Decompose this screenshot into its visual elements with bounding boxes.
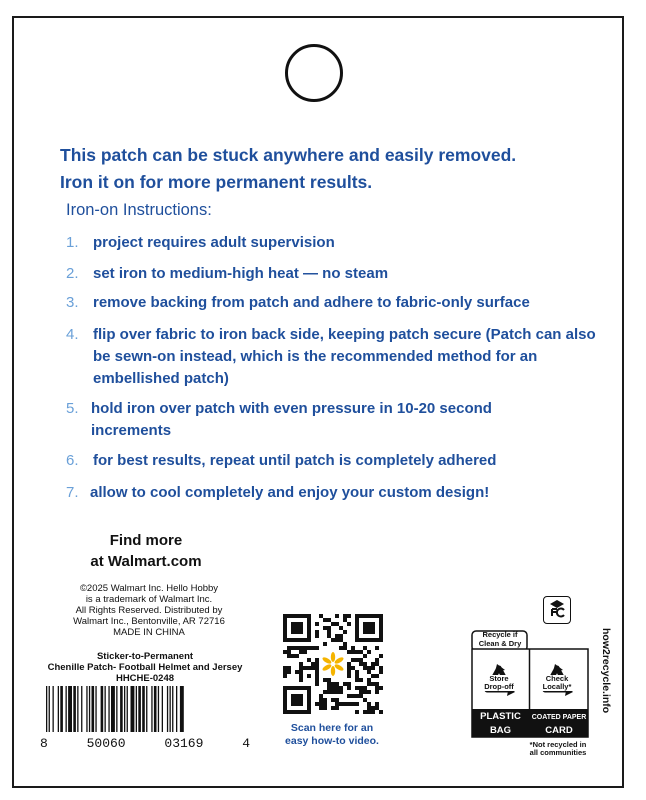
barcode-bar [68,686,72,732]
barcode-bar [176,686,177,732]
barcode-bar [95,686,96,732]
step-text: project requires adult supervision [93,234,335,251]
barcode-bar [46,686,47,732]
upc-barcode [46,686,242,732]
barcode-digit-group: 03169 [164,736,204,751]
step-text: flip over fabric to iron back side, keeping patch secure (Patch can also be sewn-on instead, which is the recommended method for an embellished patch) [93,326,596,387]
barcode-bar [108,686,109,732]
barcode-bar [105,686,106,732]
find-more-line-1: Find more [109,532,183,549]
step-number: 5. [66,400,79,417]
step-number: 7. [66,484,79,501]
card-label: CARD [545,725,573,736]
product-info [40,651,250,684]
step-number: 2. [66,265,79,282]
barcode-bar [142,686,145,732]
fsc-logo-icon [543,596,571,624]
plastic-label: PLASTIC [480,711,521,722]
barcode-bar [101,686,104,732]
recycle-header: Recycle if Clean & Dry [478,630,522,648]
barcode-digit-group: 8 [40,736,48,751]
step-number: 6. [66,452,79,469]
barcode-bar [180,686,184,732]
barcode-bar [116,686,117,732]
intro-line-1: This patch can be stuck anywhere and easily removed. [60,145,517,165]
barcode-bar [89,686,90,732]
step-text: for best results, repeat until patch is completely adhered [93,452,497,469]
barcode-bar [120,686,123,732]
barcode-digit-group: 50060 [86,736,126,751]
barcode-bar [49,686,50,732]
step-number: 3. [66,294,79,311]
barcode-bar [73,686,76,732]
step-text: remove backing from patch and adhere to fabric-only surface [93,294,530,311]
coated-paper-label: COATED PAPER [531,714,587,721]
barcode-bar [77,686,78,732]
step-number: 4. [66,326,79,343]
step-text: allow to cool completely and enjoy your custom design! [90,484,490,501]
barcode-bar [162,686,163,732]
qr-caption-line-1: Scan here for an [290,722,374,734]
legal-text [44,583,254,638]
bag-label: BAG [489,725,512,736]
barcode-bar [131,686,135,732]
instructions-title: Iron-on Instructions: [66,201,212,219]
intro-text [60,142,600,196]
barcode-digit-group: 4 [242,736,250,751]
check-locally-label: Check Locally* [540,675,574,691]
legal-line-2: is a trademark of Walmart Inc. [85,594,213,605]
barcode-bar [92,686,95,732]
how2recycle-side-text [594,628,612,748]
barcode-bar [127,686,128,732]
barcode-bar [136,686,137,732]
barcode-bar [124,686,125,732]
step-number: 1. [66,234,79,251]
barcode-bar [86,686,87,732]
find-more-text [76,530,216,572]
product-line-2: Chenille Patch- Football Helmet and Jersey [47,662,243,673]
intro-line-2: Iron it on for more permanent results. [60,172,373,192]
barcode-bar [60,686,63,732]
barcode-bar [170,686,171,732]
qr-code [283,614,383,714]
barcode-bar [151,686,152,732]
product-line-1: Sticker-to-Permanent [96,651,194,662]
qr-caption-line-2: easy how-to video. [285,735,379,747]
svg-text:how2recycle.info: how2recycle.info [600,628,612,714]
barcode-bar [111,686,115,732]
walmart-spark-icon [331,652,335,662]
barcode-bar [146,686,147,732]
store-drop-off-label: Store Drop-off [482,675,516,691]
barcode-bar [172,686,173,732]
product-code: HHCHE-0248 [115,673,175,684]
barcode-bar [167,686,168,732]
barcode-bar [138,686,141,732]
step-text: hold iron over patch with even pressure in 10-20 second increments [91,400,492,439]
barcode-bar [53,686,54,732]
hang-hole [285,44,343,102]
qr-caption [270,722,394,748]
barcode-digits [40,736,250,751]
find-more-line-2: at Walmart.com [90,553,202,570]
barcode-bar [66,686,67,732]
walmart-spark-icon [331,666,335,676]
barcode-bar [81,686,82,732]
legal-line-5: MADE IN CHINA [113,627,185,638]
barcode-bar [154,686,157,732]
step-text: set iron to medium-high heat — no steam [93,265,389,282]
legal-line-4: Walmart Inc., Bentonville, AR 72716 [73,616,225,627]
legal-line-1: ©2025 Walmart Inc. Hello Hobby [79,583,219,594]
recycle-note: *Not recycled in all communities [529,740,587,757]
barcode-bar [158,686,159,732]
legal-line-3: All Rights Reserved. Distributed by [75,605,223,616]
barcode-bar [58,686,59,732]
